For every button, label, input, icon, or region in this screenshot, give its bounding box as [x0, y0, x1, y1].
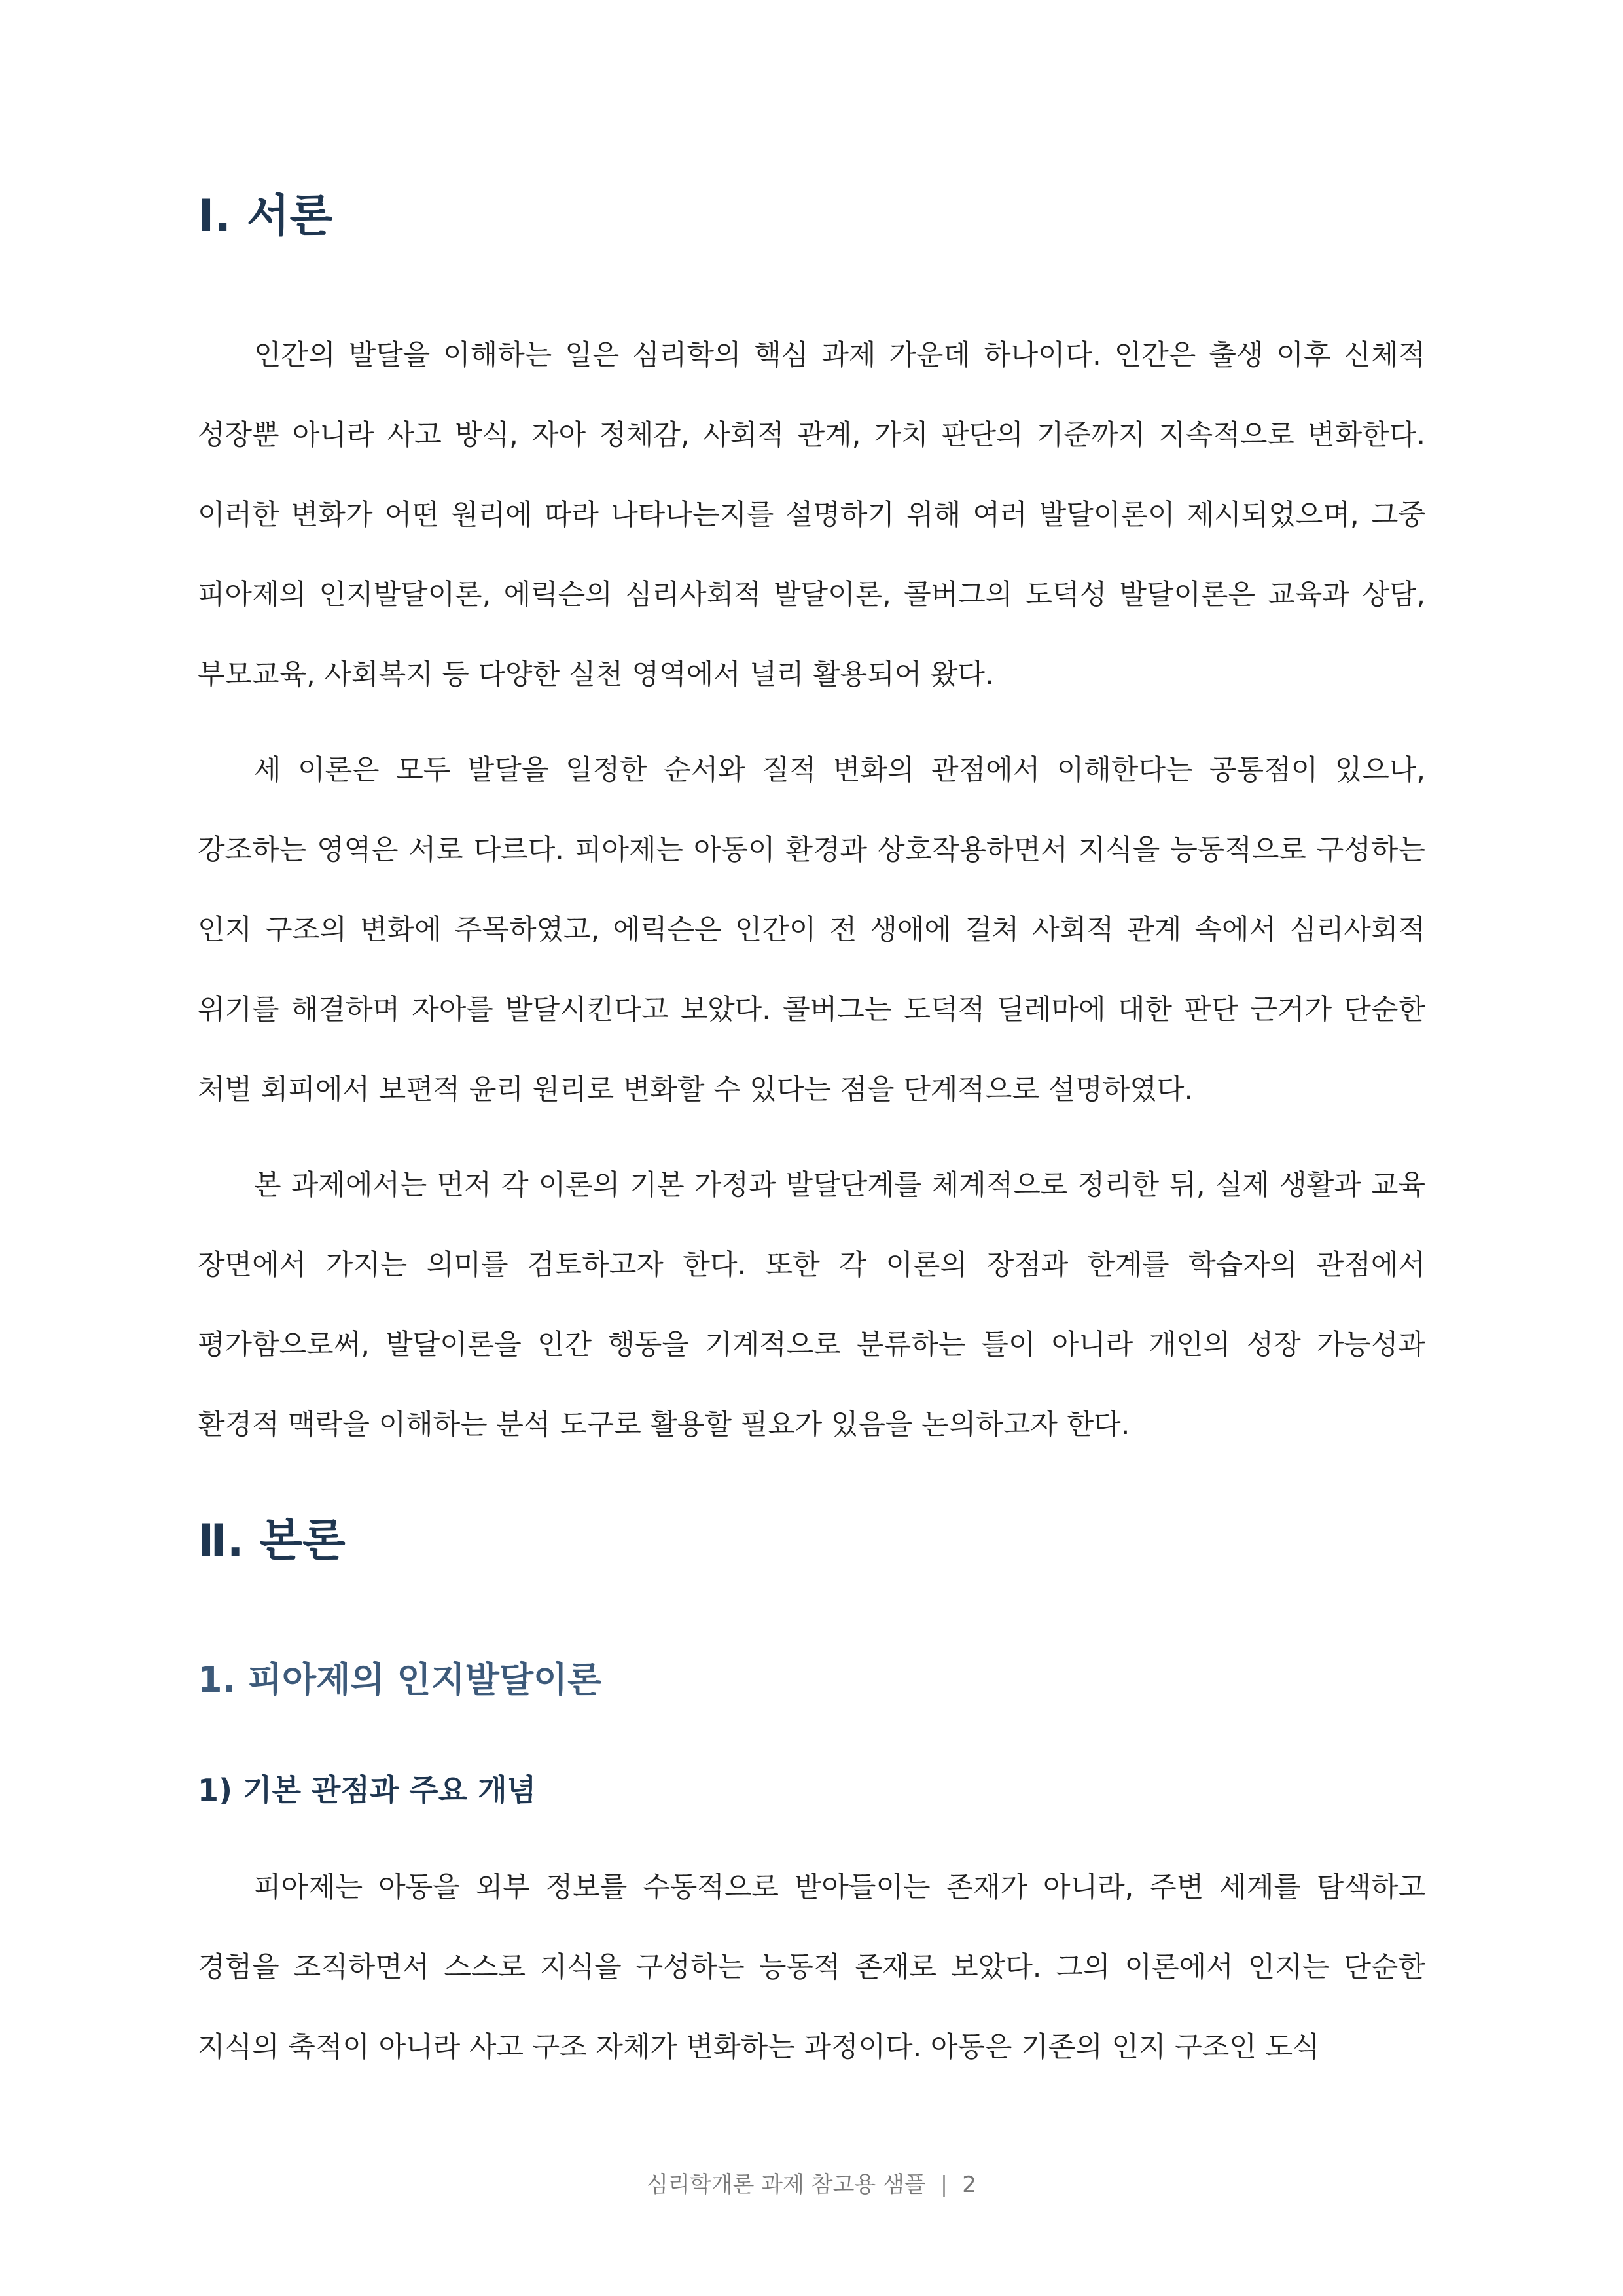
section-heading-intro: Ⅰ. 서론	[198, 190, 333, 242]
subsection-heading-piaget: 1. 피아제의 인지발달이론	[198, 1659, 602, 1701]
footer-title: 심리학개론 과제 참고용 샘플	[647, 2172, 926, 2198]
page-content	[198, 190, 1425, 2103]
intro-paragraph-3: 본 과제에서는 먼저 각 이론의 기본 가정과 발달단계를 체계적으로 정리한 뒤, 실제 생활과 교육 장면에서 가지는 의미를 검토하고자 한다. 또한 각 이론의 장점과 한계를 학습자의 관점에서 평가함으로써, 발달이론을 인간 행동을 기계적으로 분류하는 틀이 아니라 개인의 성장 가능성과 환경적 맥락을 이해하는 분석 도구로 활용할 필요가 있음을 논의하고자 한다.	[198, 1168, 1425, 1441]
intro-paragraph-2: 세 이론은 모두 발달을 일정한 순서와 질적 변화의 관점에서 이해한다는 공통점이 있으나, 강조하는 영역은 서로 다르다. 피아제는 아동이 환경과 상호작용하면서 지식을 능동적으로 구성하는 인지 구조의 변화에 주목하였고, 에릭슨은 인간이 전 생애에 걸쳐 사회적 관계 속에서 심리사회적 위기를 해결하며 자아를 발달시킨다고 보았다. 콜버그는 도덕적 딜레마에 대한 판단 근거가 단순한 처벌 회피에서 보편적 윤리 원리로 변화할 수 있다는 점을 단계적으로 설명하였다.	[198, 753, 1425, 1106]
subsubsection-heading-basic-concepts: 1) 기본 관점과 주요 개념	[198, 1772, 537, 1808]
page-footer	[0, 2166, 1623, 2198]
section-heading-body: Ⅱ. 본론	[198, 1515, 346, 1567]
footer-separator: |	[940, 2172, 948, 2198]
intro-paragraph-1: 인간의 발달을 이해하는 일은 심리학의 핵심 과제 가운데 하나이다. 인간은 출생 이후 신체적 성장뿐 아니라 사고 방식, 자아 정체감, 사회적 관계, 가치 판단의 기준까지 지속적으로 변화한다. 이러한 변화가 어떤 원리에 따라 나타나는지를 설명하기 위해 여러 발달이론이 제시되었으며, 그중 피아제의 인지발달이론, 에릭슨의 심리사회적 발달이론, 콜버그의 도덕성 발달이론은 교육과 상담, 부모교육, 사회복지 등 다양한 실천 영역에서 널리 활용되어 왔다.	[198, 338, 1425, 691]
body-paragraph-1: 피아제는 아동을 외부 정보를 수동적으로 받아들이는 존재가 아니라, 주변 세계를 탐색하고 경험을 조직하면서 스스로 지식을 구성하는 능동적 존재로 보았다. 그의 이론에서 인지는 단순한 지식의 축적이 아니라 사고 구조 자체가 변화하는 과정이다. 아동은 기존의 인지 구조인 도식	[198, 1871, 1425, 2064]
page-number: 2	[962, 2172, 976, 2198]
